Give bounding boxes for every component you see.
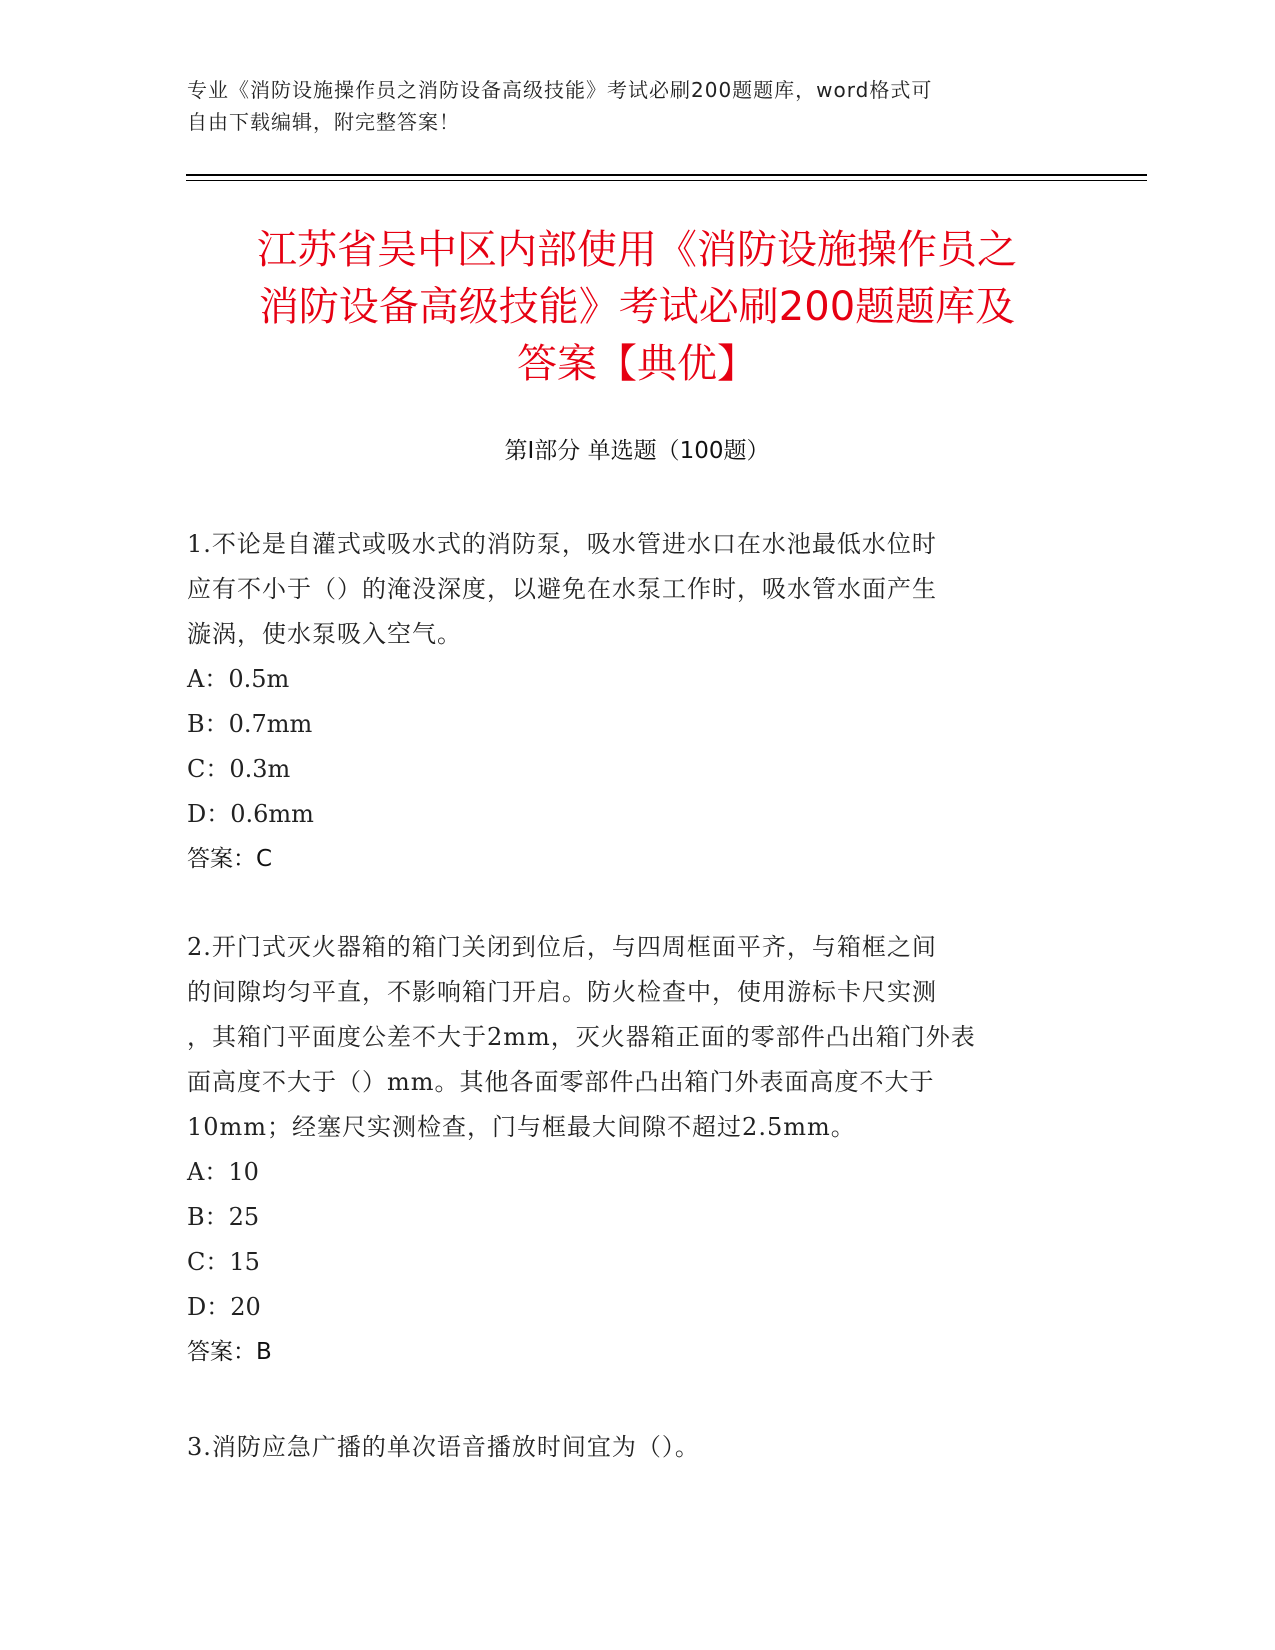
question-item bbox=[187, 925, 1087, 1375]
question-text: 漩涡，使水泵吸入空气。 bbox=[187, 620, 462, 648]
question-text: ，其箱门平面度公差不大于2mm，灭火器箱正面的零部件凸出箱门外表 bbox=[187, 1023, 976, 1051]
option-a: A：10 bbox=[187, 1158, 259, 1186]
header-divider-thick bbox=[186, 174, 1147, 176]
option-a: A：0.5m bbox=[187, 665, 290, 693]
option-d: D：0.6mm bbox=[187, 800, 314, 828]
question-item bbox=[187, 1425, 1087, 1470]
answer-text: 答案：B bbox=[187, 1339, 272, 1365]
title-line: 答案【典优】 bbox=[517, 341, 757, 387]
option-b: B：25 bbox=[187, 1203, 260, 1231]
answer-text: 答案：C bbox=[187, 846, 273, 872]
header-note-line: 专业《消防设施操作员之消防设备高级技能》考试必刷200题题库，word格式可 bbox=[187, 78, 933, 102]
option-c: C：0.3m bbox=[187, 755, 291, 783]
title-line: 江苏省吴中区内部使用《消防设施操作员之 bbox=[257, 227, 1017, 273]
title-line: 消防设备高级技能》考试必刷200题题库及 bbox=[258, 284, 1016, 330]
header-note bbox=[187, 74, 1067, 138]
question-text: 1.不论是自灌式或吸水式的消防泵，吸水管进水口在水池最低水位时 bbox=[187, 530, 937, 558]
option-c: C：15 bbox=[187, 1248, 260, 1276]
header-note-line: 自由下载编辑，附完整答案！ bbox=[187, 110, 460, 134]
document-title bbox=[187, 222, 1087, 393]
question-text: 的间隙均匀平直，不影响箱门开启。防火检查中，使用游标卡尺实测 bbox=[187, 978, 937, 1006]
header-divider-thin bbox=[186, 180, 1147, 181]
option-b: B：0.7mm bbox=[187, 710, 313, 738]
question-text: 应有不小于（）的淹没深度，以避免在水泵工作时，吸水管水面产生 bbox=[187, 575, 937, 603]
question-item bbox=[187, 522, 1087, 882]
question-text: 10mm；经塞尺实测检查，门与框最大间隙不超过2.5mm。 bbox=[187, 1113, 856, 1141]
question-text: 3.消防应急广播的单次语音播放时间宜为（）。 bbox=[187, 1433, 700, 1461]
question-text: 2.开门式灭火器箱的箱门关闭到位后，与四周框面平齐，与箱框之间 bbox=[187, 933, 937, 961]
section-heading: 第I部分 单选题（100题） bbox=[504, 438, 770, 464]
question-text: 面高度不大于（）mm。其他各面零部件凸出箱门外表面高度不大于 bbox=[187, 1068, 935, 1096]
option-d: D：20 bbox=[187, 1293, 261, 1321]
